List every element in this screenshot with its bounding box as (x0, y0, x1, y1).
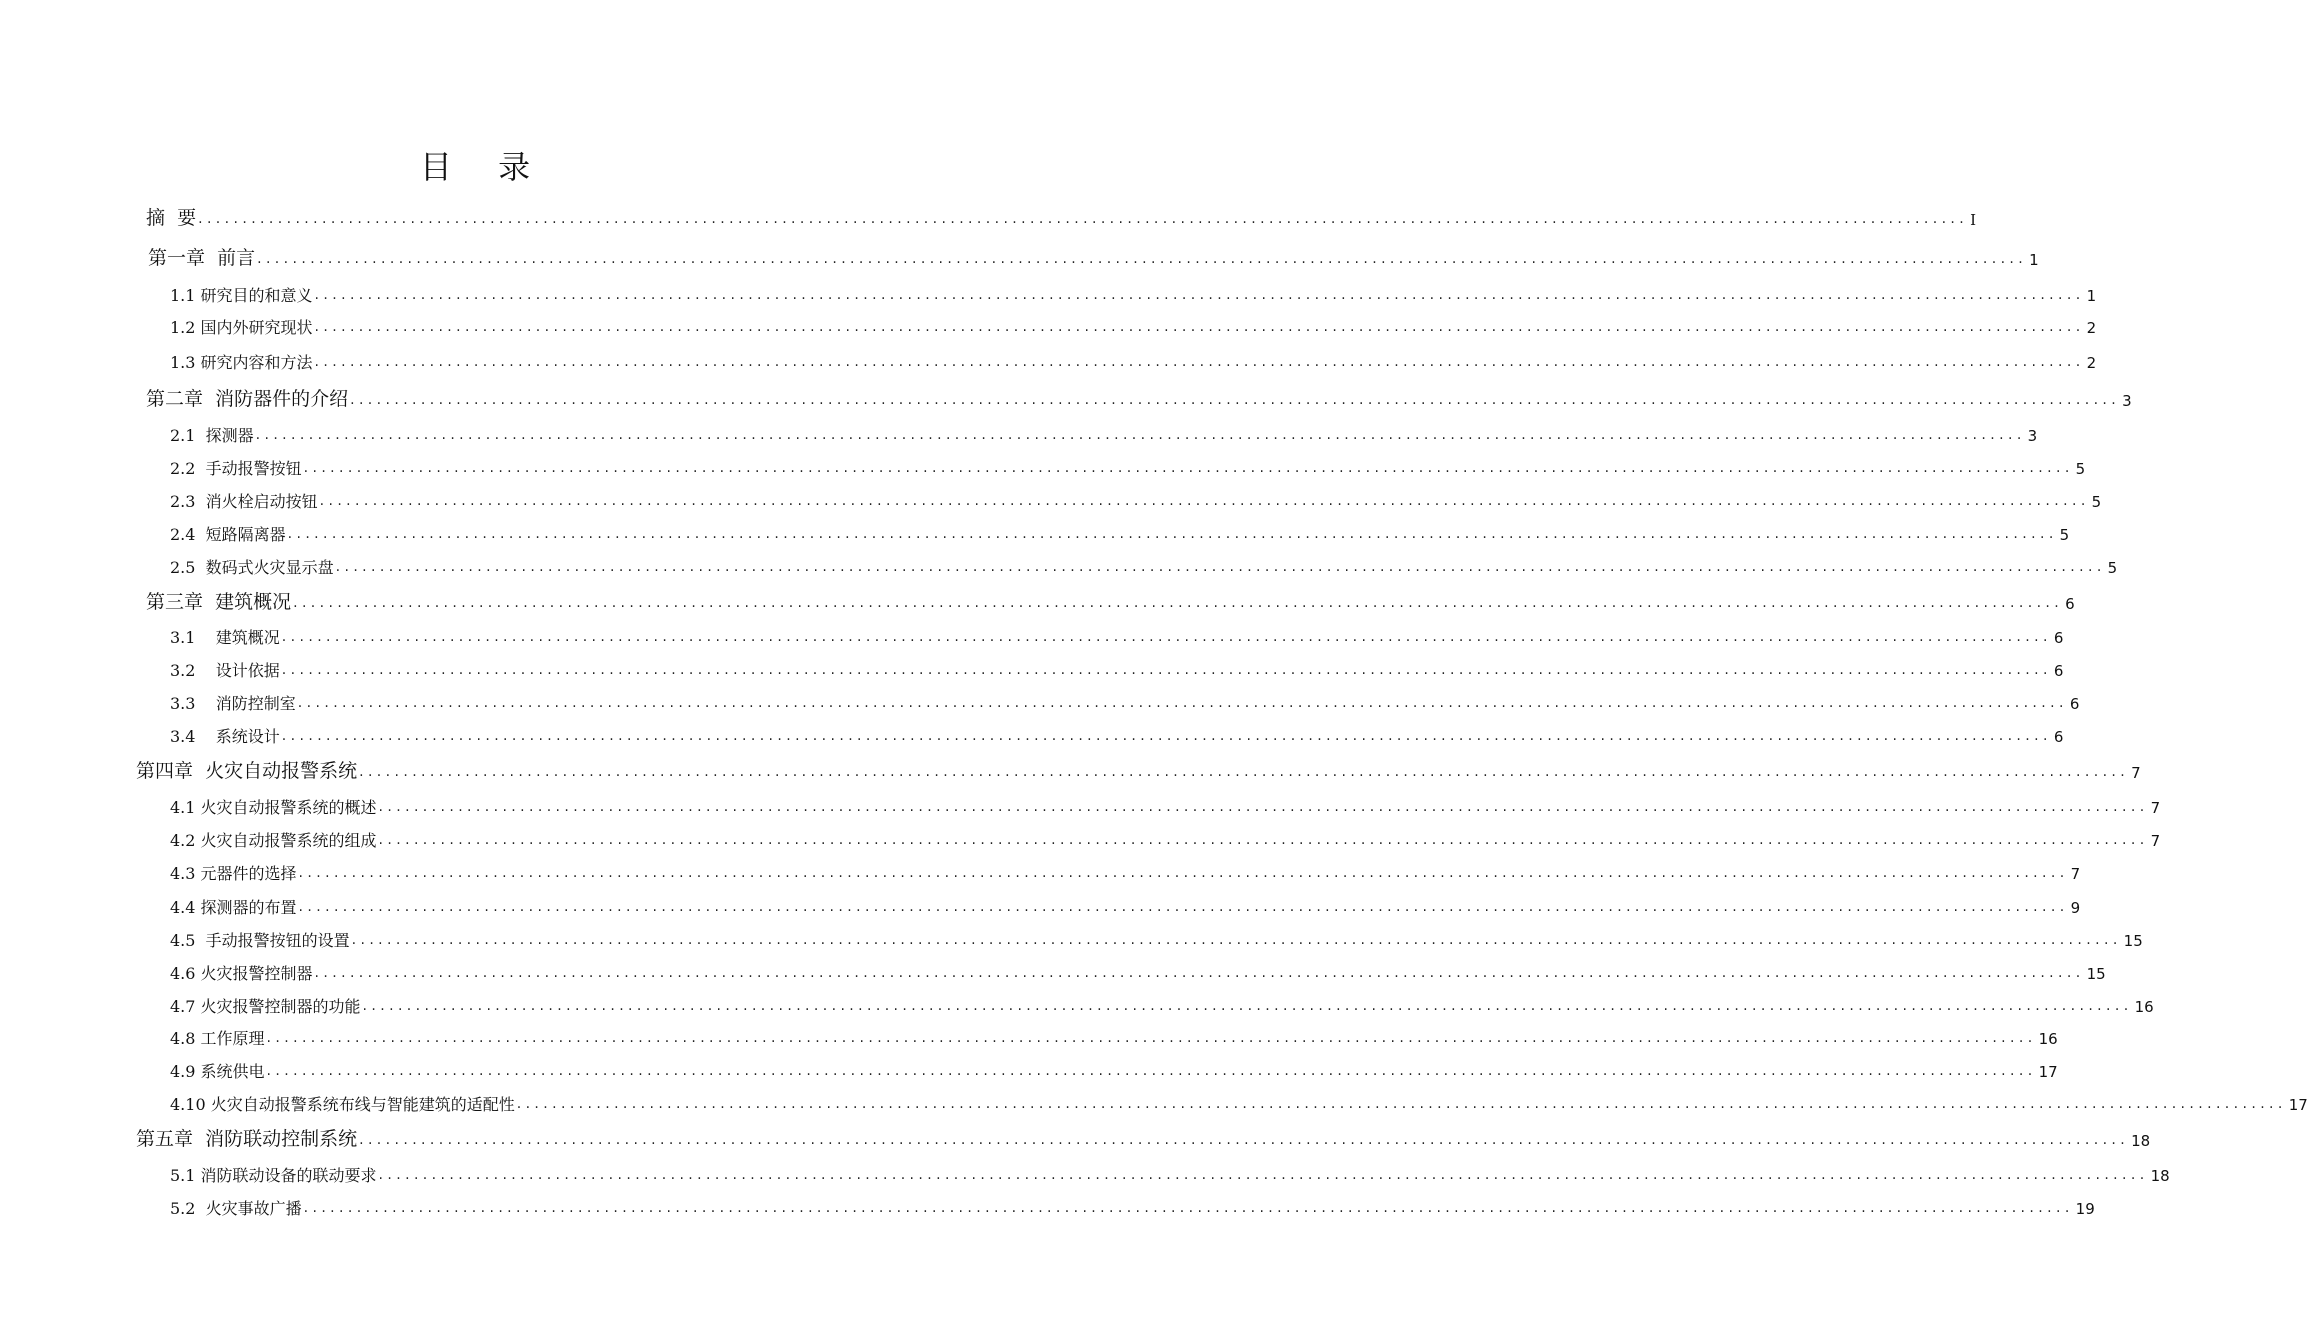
toc-entry-label: 4.6 火灾报警控制器 (170, 964, 313, 984)
toc-entry-label: 2.5 数码式火灾显示盘 (170, 558, 334, 578)
page-title: 目 录 (419, 148, 549, 186)
toc-page-number: 1 (2029, 250, 2039, 269)
toc-entry-label: 3.4 系统设计 (170, 727, 280, 747)
toc-page-number: 5 (2059, 525, 2070, 544)
toc-chapter-entry (136, 756, 2141, 783)
toc-page-number: 3 (2122, 391, 2132, 410)
toc-section-entry (170, 1055, 2058, 1082)
toc-page-number: 16 (2038, 1029, 2058, 1048)
toc-chapter-entry (146, 384, 2132, 411)
toc-page-number: 7 (2150, 831, 2161, 850)
toc-section-entry (170, 518, 2070, 545)
toc-entry-label: 5.2 火灾事故广播 (170, 1199, 302, 1219)
toc-entry-label: 2.2 手动报警按钮 (170, 459, 302, 479)
toc-page-number: 6 (2065, 594, 2075, 613)
toc-dot-leader: ........................................................................................................................................................................................................ (378, 1166, 2149, 1183)
toc-chapter-entry (146, 587, 2075, 614)
toc-dot-leader: ........................................................................................................................................................................................................ (255, 426, 2026, 443)
toc-entry-label: 5.1 消防联动设备的联动要求 (170, 1166, 377, 1186)
toc-section-entry (170, 824, 2161, 851)
toc-section-entry (170, 346, 2097, 373)
toc-section-entry (170, 720, 2064, 747)
toc-page-number: 15 (2086, 964, 2106, 983)
toc-page-number: 7 (2150, 798, 2161, 817)
toc-entry-label: 2.1 探测器 (170, 426, 254, 446)
toc-dot-leader: ........................................................................................................................................................................................................ (303, 459, 2074, 476)
toc-section-entry (170, 1192, 2095, 1219)
toc-dot-leader: ........................................................................................................................................................................................................ (319, 492, 2090, 509)
toc-section-entry (170, 891, 2081, 918)
toc-page-number: 16 (2134, 997, 2154, 1016)
toc-section-entry (170, 279, 2097, 306)
toc-section-entry (170, 551, 2118, 578)
toc-page-number: I (1970, 210, 1977, 229)
toc-entry-label: 4.2 火灾自动报警系统的组成 (170, 831, 377, 851)
toc-dot-leader: ........................................................................................................................................................................................................ (198, 210, 1969, 227)
toc-page-number: 3 (2027, 426, 2038, 445)
toc-entry-label: 2.3 消火栓启动按钮 (170, 492, 318, 512)
toc-section-entry (170, 485, 2102, 512)
toc-dot-leader: ........................................................................................................................................................................................................ (314, 318, 2085, 335)
toc-section-entry (170, 1022, 2058, 1049)
toc-section-entry (170, 687, 2080, 714)
toc-entry-label: 4.7 火灾报警控制器的功能 (170, 997, 361, 1017)
toc-dot-leader: ........................................................................................................................................................................................................ (298, 864, 2069, 881)
toc-page-number: 6 (2053, 628, 2064, 647)
toc-entry-label: 第四章 火灾自动报警系统 (136, 760, 358, 783)
toc-section-entry (170, 1159, 2170, 1186)
toc-page-number: 5 (2107, 558, 2118, 577)
toc-dot-leader: ........................................................................................................................................................................................................ (516, 1095, 2287, 1112)
toc-page-number: 6 (2053, 661, 2064, 680)
toc-page-number: 2 (2086, 353, 2097, 372)
toc-dot-leader: ........................................................................................................................................................................................................ (335, 558, 2106, 575)
toc-dot-leader: ........................................................................................................................................................................................................ (298, 898, 2069, 915)
toc-entry-label: 1.1 研究目的和意义 (170, 286, 313, 306)
toc-dot-leader: ........................................................................................................................................................................................................ (350, 391, 2121, 408)
toc-dot-leader: ........................................................................................................................................................................................................ (314, 353, 2085, 370)
toc-entry-label: 4.1 火灾自动报警系统的概述 (170, 798, 377, 818)
toc-page-number: 6 (2053, 727, 2064, 746)
toc-dot-leader: ........................................................................................................................................................................................................ (293, 594, 2064, 611)
toc-page-number: 18 (2131, 1131, 2151, 1150)
toc-section-entry (170, 311, 2097, 338)
toc-page-number: 18 (2150, 1166, 2170, 1185)
toc-entry-label: 第三章 建筑概况 (146, 591, 292, 614)
toc-entry-label: 第一章 前言 (148, 247, 256, 270)
toc-page-number: 5 (2091, 492, 2102, 511)
toc-dot-leader: ........................................................................................................................................................................................................ (297, 694, 2068, 711)
toc-entry-label: 摘 要 (146, 207, 197, 230)
toc-page-number: 7 (2070, 864, 2081, 883)
toc-section-entry (170, 957, 2106, 984)
toc-entry-label: 4.9 系统供电 (170, 1062, 265, 1082)
toc-page-number: 9 (2070, 898, 2081, 917)
toc-entry-label: 3.3 消防控制室 (170, 694, 296, 714)
toc-chapter-entry (146, 203, 1977, 230)
toc-entry-label: 3.1 建筑概况 (170, 628, 280, 648)
toc-section-entry (170, 621, 2064, 648)
toc-dot-leader: ........................................................................................................................................................................................................ (314, 964, 2085, 981)
toc-page-number: 1 (2086, 286, 2097, 305)
toc-entry-label: 第五章 消防联动控制系统 (136, 1128, 358, 1151)
toc-page-number: 6 (2069, 694, 2080, 713)
toc-entry-label: 4.4 探测器的布置 (170, 898, 297, 918)
toc-chapter-entry (136, 1124, 2151, 1151)
toc-page-number: 19 (2075, 1199, 2095, 1218)
toc-dot-leader: ........................................................................................................................................................................................................ (281, 727, 2052, 744)
toc-dot-leader: ........................................................................................................................................................................................................ (378, 798, 2149, 815)
toc-chapter-entry (148, 243, 2039, 270)
toc-entry-label: 1.3 研究内容和方法 (170, 353, 313, 373)
toc-dot-leader: ........................................................................................................................................................................................................ (266, 1062, 2037, 1079)
toc-page-number: 17 (2038, 1062, 2058, 1081)
toc-page-number: 2 (2086, 318, 2097, 337)
toc-section-entry (170, 924, 2143, 951)
toc-entry-label: 2.4 短路隔离器 (170, 525, 286, 545)
toc-section-entry (170, 452, 2086, 479)
toc-dot-leader: ........................................................................................................................................................................................................ (359, 1131, 2130, 1148)
toc-dot-leader: ........................................................................................................................................................................................................ (314, 286, 2085, 303)
toc-dot-leader: ........................................................................................................................................................................................................ (281, 628, 2052, 645)
toc-dot-leader: ........................................................................................................................................................................................................ (351, 931, 2122, 948)
toc-section-entry (170, 419, 2038, 446)
toc-dot-leader: ........................................................................................................................................................................................................ (281, 661, 2052, 678)
toc-entry-label: 4.8 工作原理 (170, 1029, 265, 1049)
toc-page-number: 15 (2123, 931, 2143, 950)
toc-section-entry (170, 990, 2154, 1017)
toc-dot-leader: ........................................................................................................................................................................................................ (359, 763, 2130, 780)
toc-section-entry (170, 791, 2161, 818)
toc-page-number: 7 (2131, 763, 2141, 782)
toc-entry-label: 4.5 手动报警按钮的设置 (170, 931, 350, 951)
toc-entry-label: 4.3 元器件的选择 (170, 864, 297, 884)
toc-dot-leader: ........................................................................................................................................................................................................ (362, 997, 2133, 1014)
toc-dot-leader: ........................................................................................................................................................................................................ (266, 1029, 2037, 1046)
toc-entry-label: 3.2 设计依据 (170, 661, 280, 681)
toc-dot-leader: ........................................................................................................................................................................................................ (287, 525, 2058, 542)
toc-entry-label: 4.10 火灾自动报警系统布线与智能建筑的适配性 (170, 1095, 515, 1115)
toc-section-entry (170, 654, 2064, 681)
toc-page-number: 17 (2288, 1095, 2308, 1114)
toc-entry-label: 第二章 消防器件的介绍 (146, 388, 349, 411)
toc-page-number: 5 (2075, 459, 2086, 478)
toc-dot-leader: ........................................................................................................................................................................................................ (303, 1199, 2074, 1216)
toc-entry-label: 1.2 国内外研究现状 (170, 318, 313, 338)
toc-section-entry (170, 857, 2081, 884)
toc-section-entry (170, 1088, 2308, 1115)
toc-dot-leader: ........................................................................................................................................................................................................ (257, 250, 2028, 267)
toc-dot-leader: ........................................................................................................................................................................................................ (378, 831, 2149, 848)
